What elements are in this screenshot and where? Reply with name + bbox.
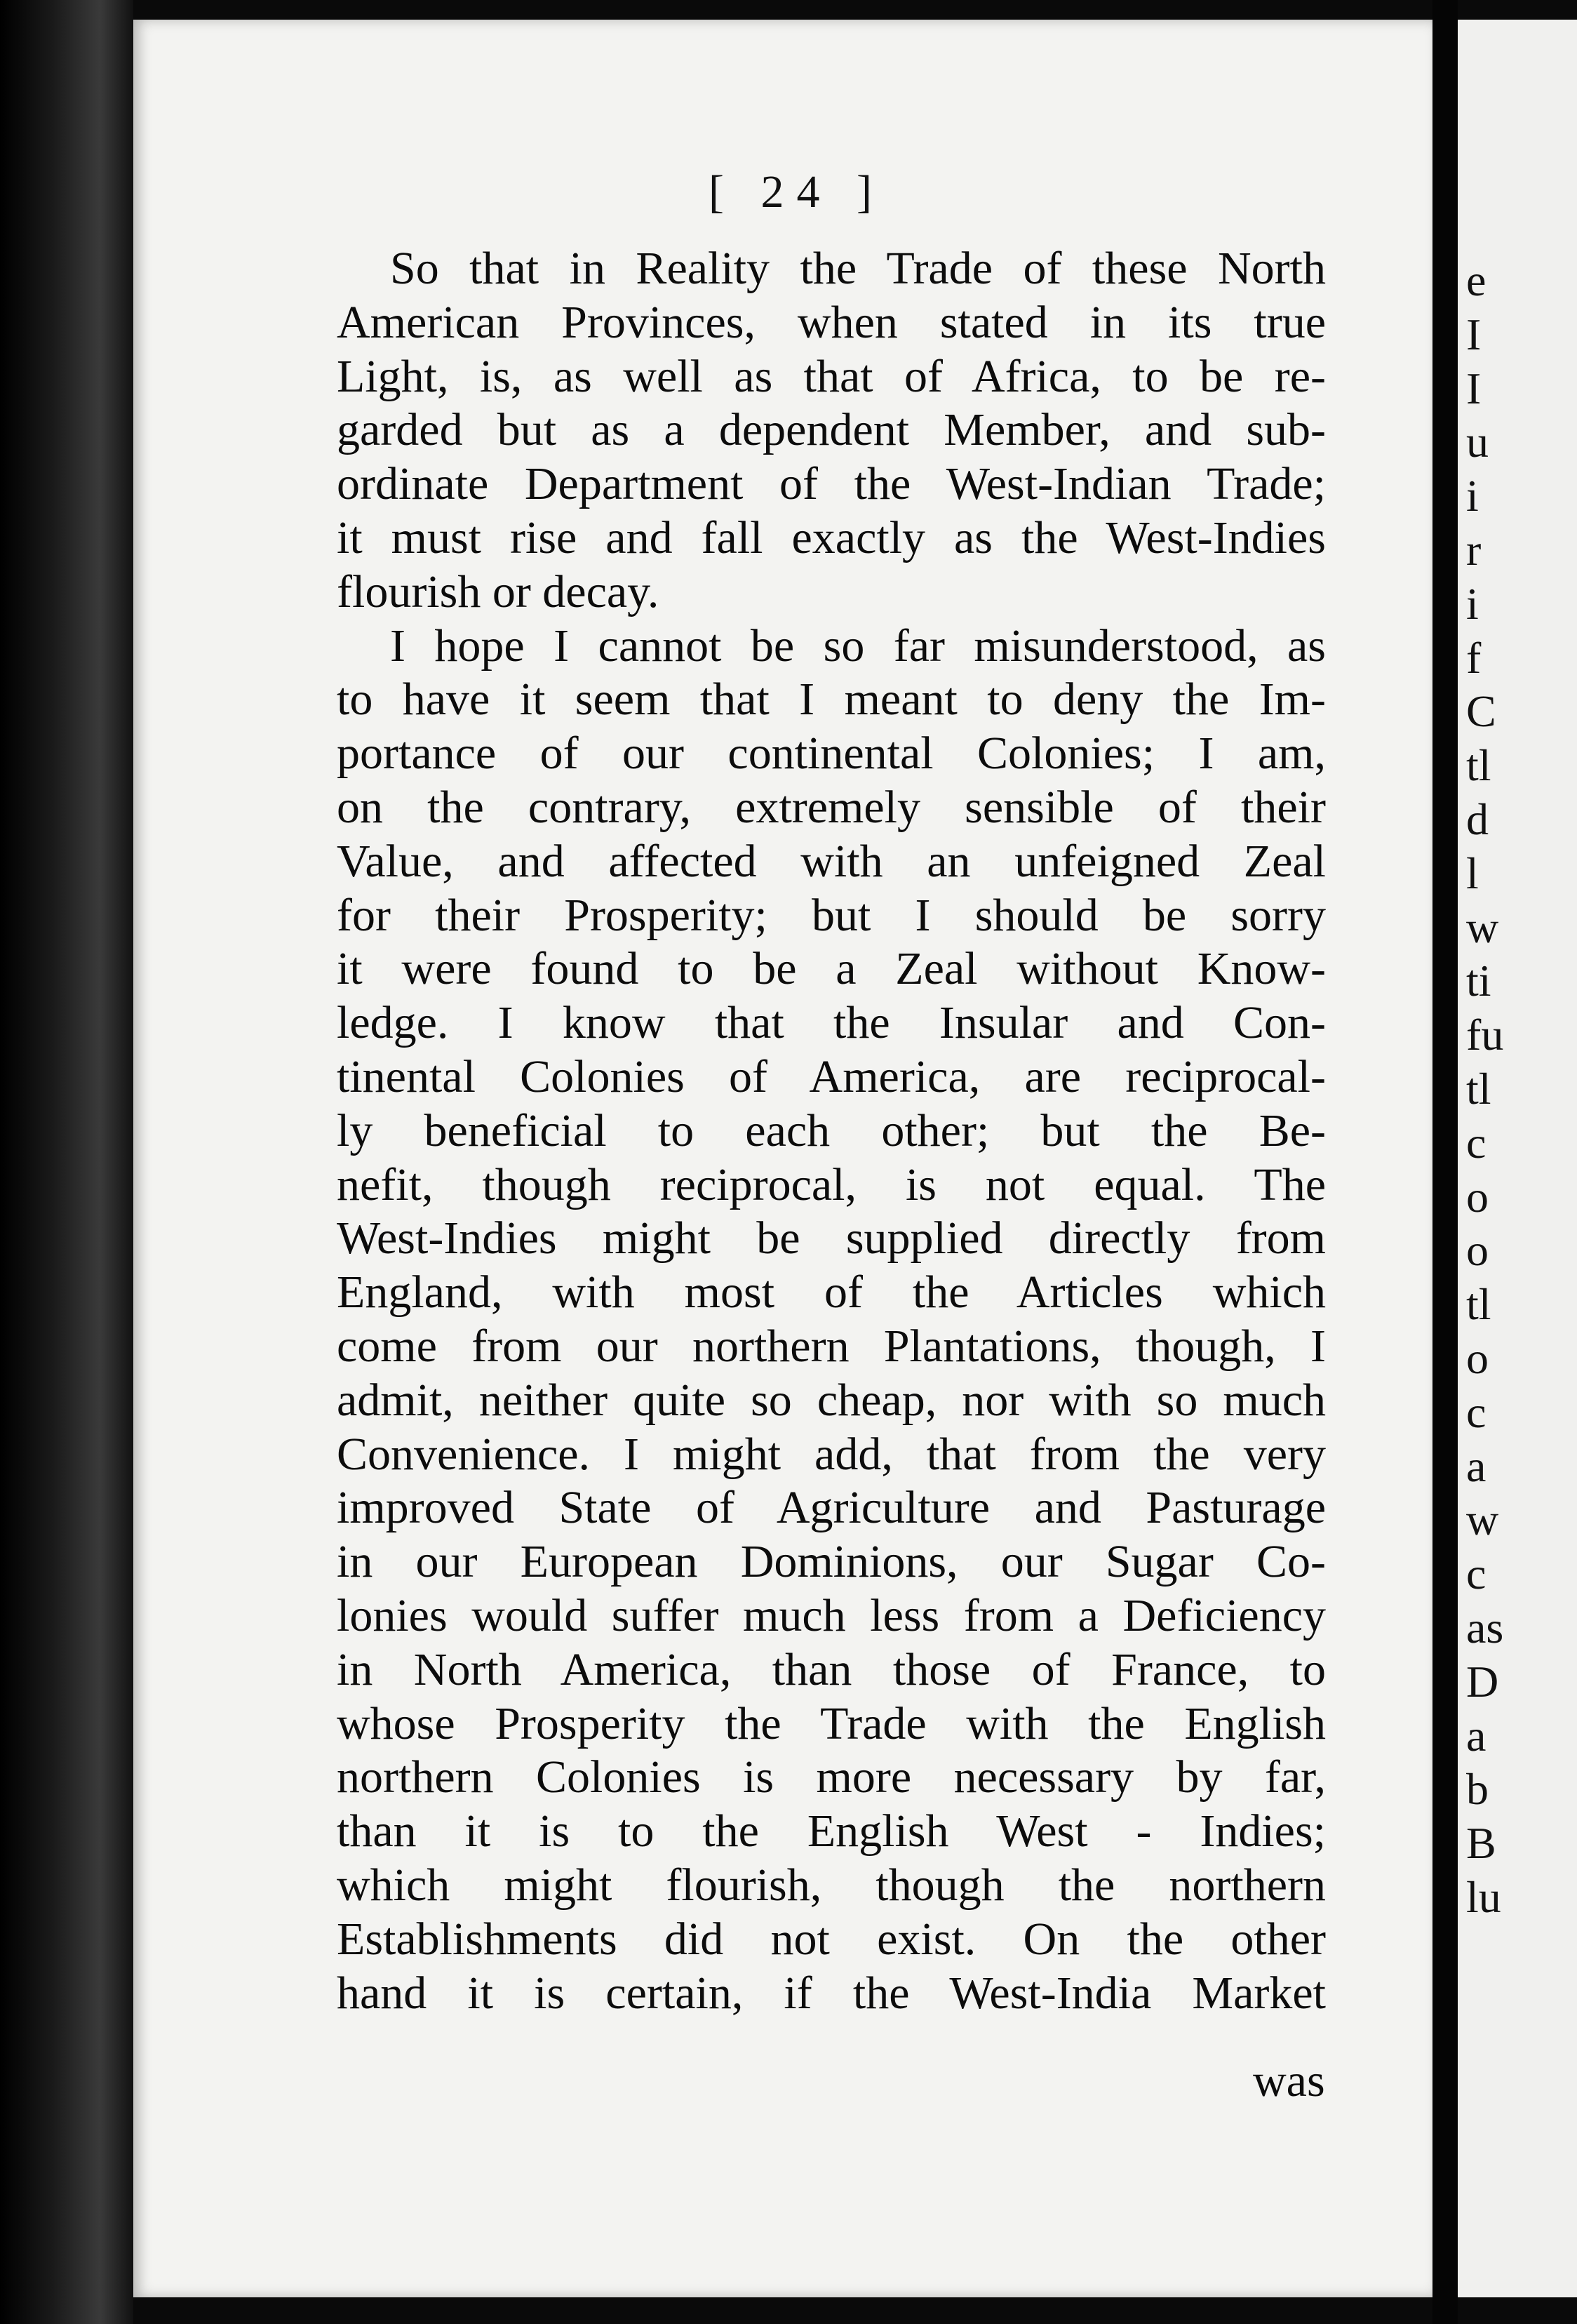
facing-page-fragment: r <box>1466 525 1482 575</box>
facing-page-fragment: w <box>1466 902 1499 952</box>
text-line: American Provinces, when stated in its true <box>337 296 1326 348</box>
text-line: garded but as a dependent Member, and sub- <box>337 404 1326 456</box>
facing-page-fragment: w <box>1466 1495 1499 1545</box>
text-line: for their Prosperity; but I should be sorry <box>337 889 1326 941</box>
text-line: ly beneficial to each other; but the Be- <box>337 1104 1326 1156</box>
facing-page-fragment: e <box>1466 255 1487 305</box>
text-line: ordinate Department of the West-Indian Trade; <box>337 458 1326 510</box>
facing-page-fragment: I <box>1466 363 1482 413</box>
text-line: I hope I cannot be so far misunderstood, as <box>390 620 1326 672</box>
text-line: Establishments did not exist. On the other <box>337 1913 1326 1965</box>
facing-page-fragment: o <box>1466 1333 1489 1383</box>
facing-page-fragment: C <box>1466 686 1496 737</box>
facing-page-fragment: d <box>1466 794 1489 844</box>
facing-page-fragment: o <box>1466 1171 1489 1222</box>
text-line: which might flourish, though the northern <box>337 1859 1326 1911</box>
page-gutter <box>1432 0 1458 2324</box>
facing-page-fragment: c <box>1466 1387 1487 1437</box>
facing-page-fragment: c <box>1466 1117 1487 1168</box>
text-line: Light, is, as well as that of Africa, to be re- <box>337 350 1326 402</box>
facing-page-fragment: lu <box>1466 1872 1501 1922</box>
text-line: ledge. I know that the Insular and Con- <box>337 997 1326 1049</box>
text-line: to have it seem that I meant to deny the Im- <box>337 674 1326 726</box>
text-line: it were found to be a Zeal without Know- <box>337 943 1326 995</box>
facing-page-fragment: tl <box>1466 1064 1491 1114</box>
facing-page-fragment: tl <box>1466 740 1491 791</box>
text-line: admit, neither quite so cheap, nor with so much <box>337 1374 1326 1426</box>
text-line: portance of our continental Colonies; I am, <box>337 728 1326 780</box>
facing-page-fragment: B <box>1466 1818 1496 1869</box>
facing-page-fragment: a <box>1466 1710 1487 1761</box>
facing-page-fragment: c <box>1466 1549 1487 1599</box>
facing-page-fragment: a <box>1466 1441 1487 1491</box>
facing-page-fragment: tl <box>1466 1279 1491 1330</box>
facing-page-fragment: fu <box>1466 1010 1504 1060</box>
facing-page-fragment: as <box>1466 1603 1504 1652</box>
text-line: Convenience. I might add, that from the very <box>337 1428 1326 1480</box>
facing-page-fragment: b <box>1466 1764 1489 1815</box>
text-line: on the contrary, extremely sensible of their <box>337 781 1326 833</box>
facing-page-fragment: i <box>1466 471 1479 521</box>
text-line: northern Colonies is more necessary by far, <box>337 1751 1326 1803</box>
text-line: it must rise and fall exactly as the West-Indies <box>337 512 1326 563</box>
facing-page-fragment: D <box>1466 1656 1499 1707</box>
text-line: tinental Colonies of America, are reciprocal- <box>337 1050 1326 1102</box>
text-line: West-Indies might be supplied directly from <box>337 1213 1326 1264</box>
text-line: So that in Reality the Trade of these North <box>390 243 1326 294</box>
text-line: hand it is certain, if the West-India Market <box>337 1967 1326 2019</box>
text-line: come from our northern Plantations, though, I <box>337 1320 1326 1372</box>
facing-page-fragment: ti <box>1466 956 1491 1006</box>
facing-page-fragment: I <box>1466 309 1482 359</box>
facing-page-fragment: l <box>1466 848 1479 898</box>
text-line: lonies would suffer much less from a Deficiency <box>337 1589 1326 1641</box>
text-line: in North America, than those of France, to <box>337 1643 1326 1695</box>
facing-page-fragment: u <box>1466 417 1489 467</box>
text-line: Value, and affected with an unfeigned Zeal <box>337 835 1326 887</box>
text-line: England, with most of the Articles which <box>337 1267 1326 1318</box>
facing-page-fragment: i <box>1466 578 1479 629</box>
page-text <box>337 242 1326 2020</box>
page-number: [ 24 ] <box>709 166 885 218</box>
text-line: whose Prosperity the Trade with the English <box>337 1697 1326 1749</box>
facing-page-fragment: f <box>1466 632 1482 683</box>
text-line: than it is to the English West - Indies; <box>337 1805 1326 1857</box>
facing-page-edge <box>1458 20 1577 2297</box>
text-line: nefit, though reciprocal, is not equal. The <box>337 1158 1326 1210</box>
catchword: was <box>1253 2055 1325 2106</box>
text-line: flourish or decay. <box>337 566 659 617</box>
facing-page-fragment: o <box>1466 1225 1489 1276</box>
text-line: in our European Dominions, our Sugar Co- <box>337 1536 1326 1588</box>
book-spine <box>0 0 133 2324</box>
text-line: improved State of Agriculture and Pasturage <box>337 1482 1326 1534</box>
